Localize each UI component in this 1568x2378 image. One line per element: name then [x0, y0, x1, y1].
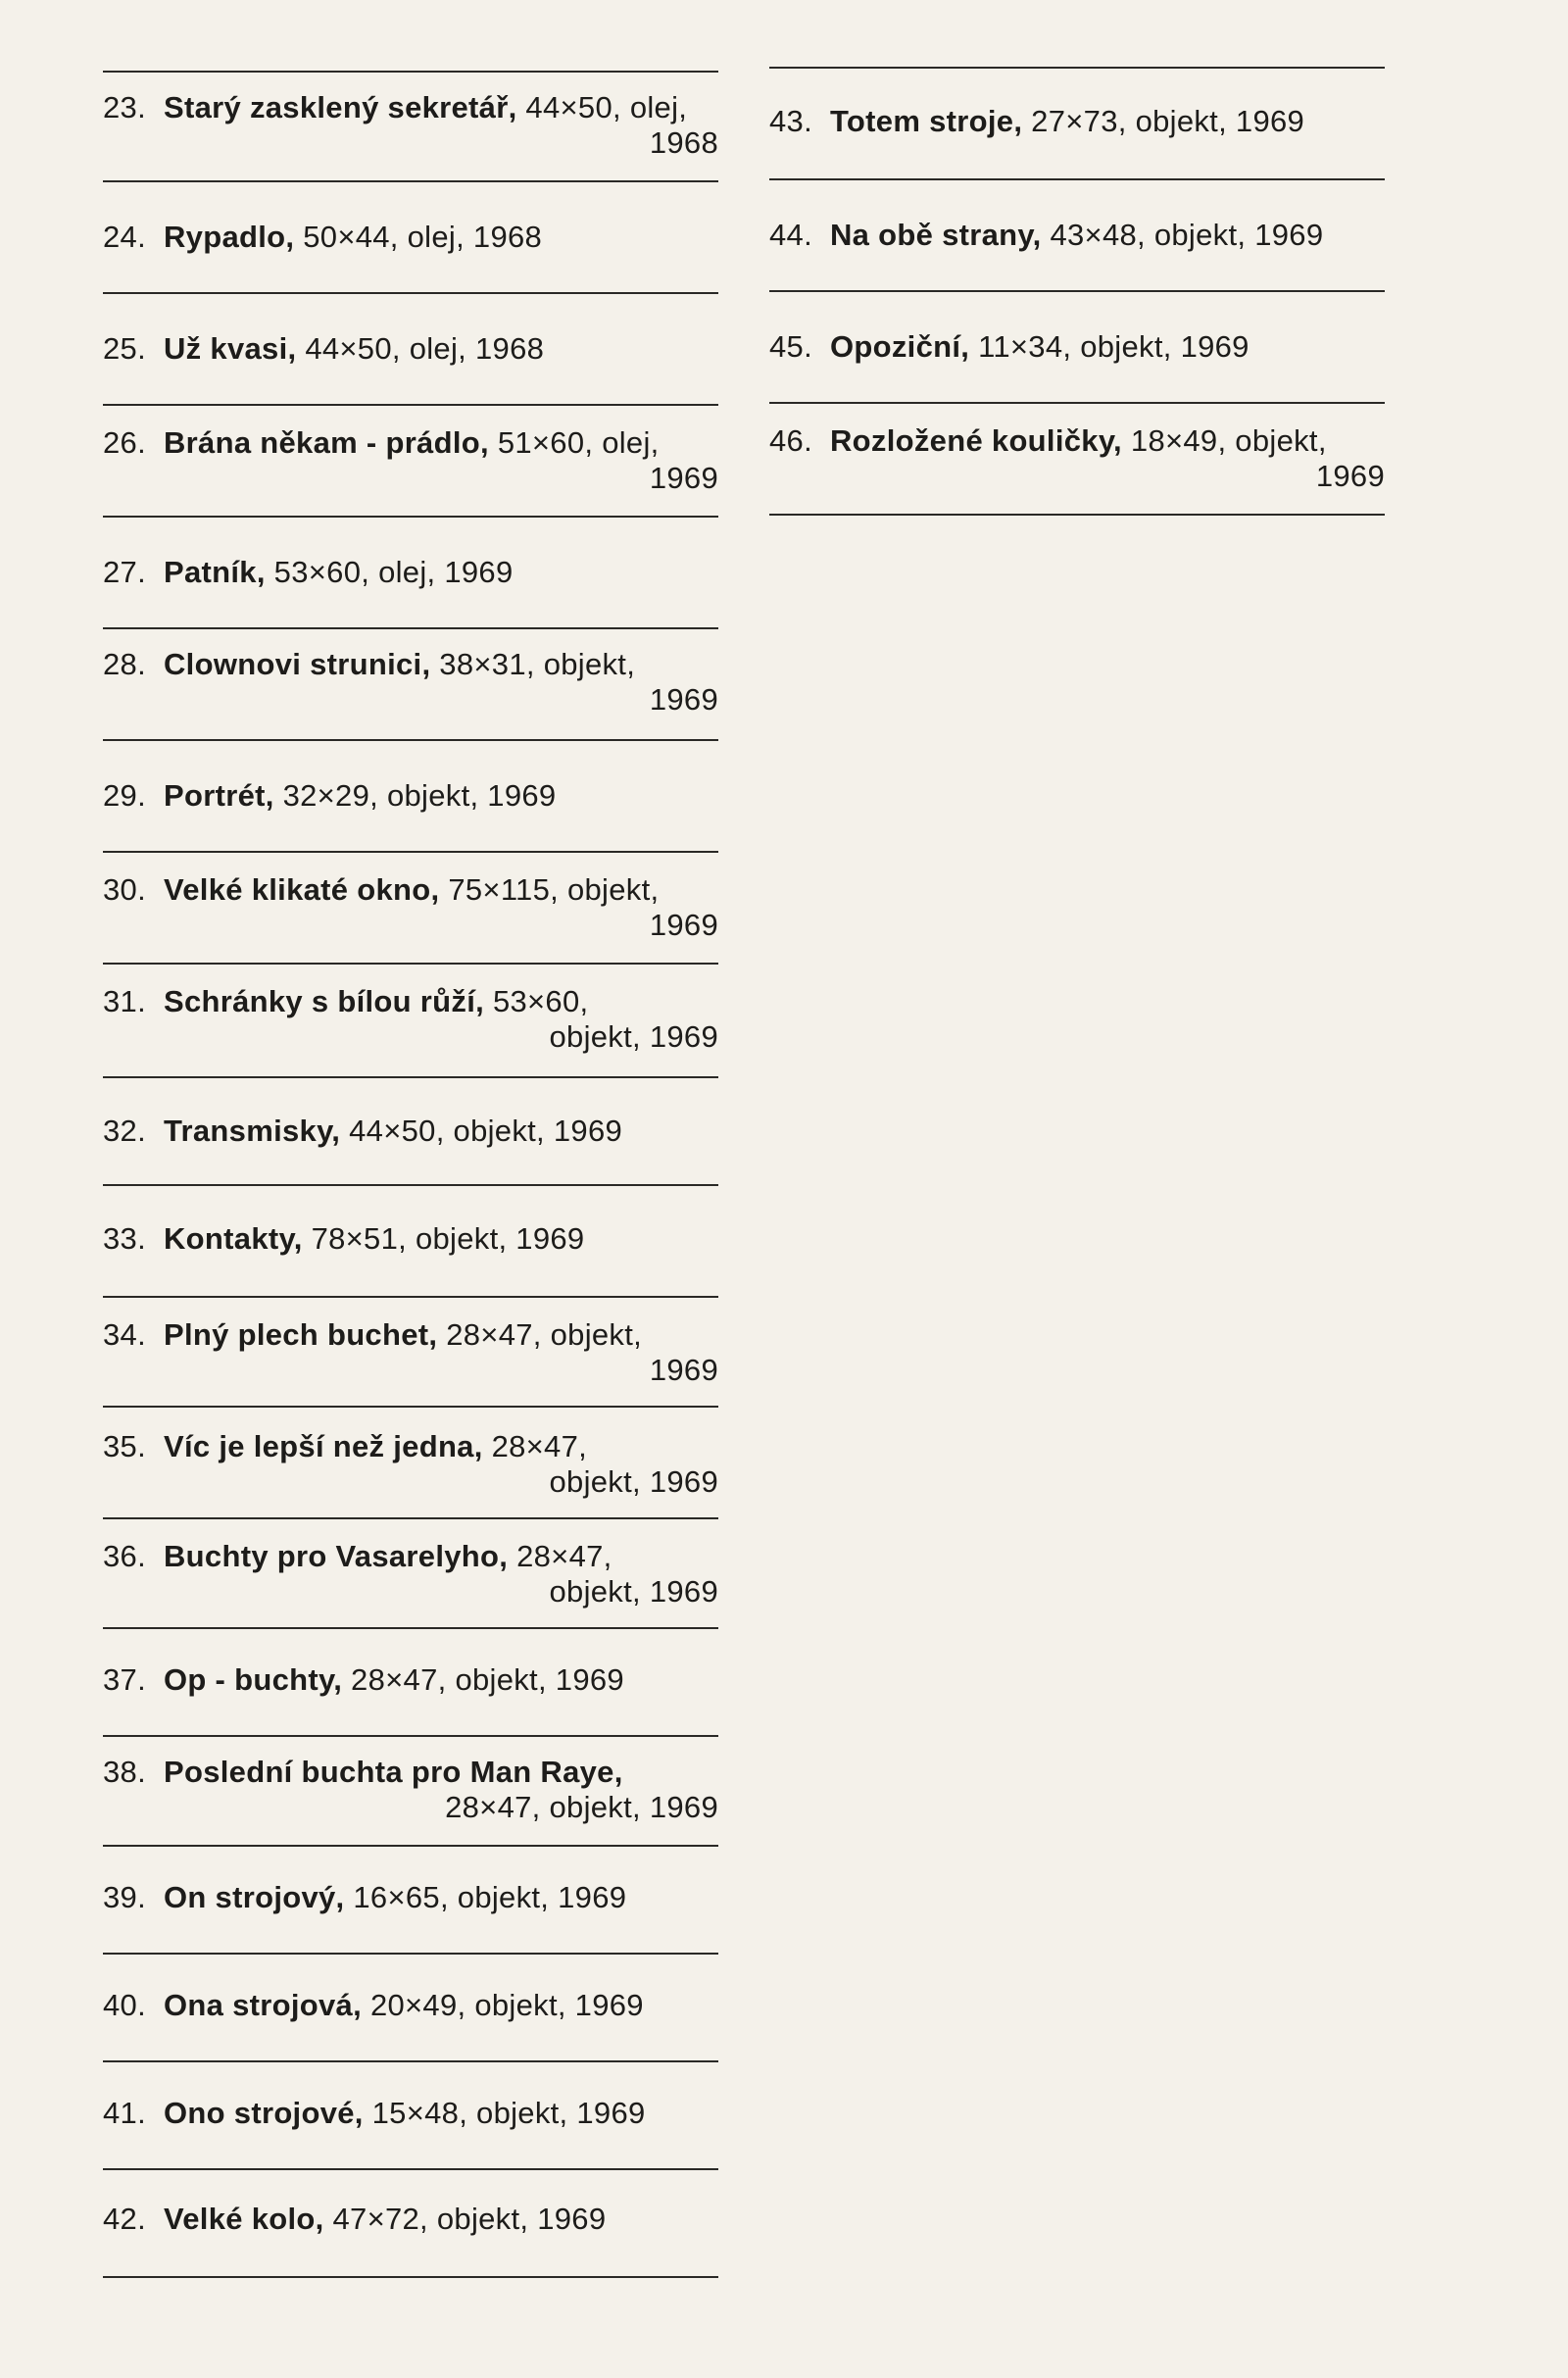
entry-number: 43.: [769, 104, 812, 138]
divider: [103, 404, 718, 406]
entry-title: Ono strojové,: [164, 2096, 364, 2130]
divider: [769, 67, 1385, 69]
divider: [103, 292, 718, 294]
entry-number: 34.: [103, 1317, 146, 1352]
entry-title: Brána někam - prádlo,: [164, 425, 489, 460]
divider: [103, 1735, 718, 1737]
entry-title: Schránky s bílou růží,: [164, 984, 485, 1018]
divider: [103, 851, 718, 853]
entry-title: Ona strojová,: [164, 1988, 363, 2022]
entry-title: Poslední buchta pro Man Raye,: [164, 1755, 623, 1789]
catalogue-entry: [103, 1755, 718, 1825]
entry-number: 25.: [103, 331, 146, 366]
catalogue-entry: [103, 90, 718, 161]
entry-details: 32×29, objekt, 1969: [282, 778, 557, 813]
entry-number: 44.: [769, 218, 812, 252]
entry-details: 28×47, objekt, 1969: [351, 1662, 624, 1697]
entry-details: 50×44, olej, 1968: [303, 220, 543, 254]
catalogue-entry: [103, 425, 718, 496]
entry-details: 44×50, objekt, 1969: [349, 1114, 623, 1148]
divider: [103, 1184, 718, 1186]
entry-title: Rozložené kouličky,: [830, 423, 1122, 458]
catalogue-entry: [103, 1880, 718, 1915]
entry-details: 27×73, objekt, 1969: [1031, 104, 1305, 138]
entry-number: 30.: [103, 872, 146, 907]
entry-number: 28.: [103, 647, 146, 681]
entry-number: 29.: [103, 778, 146, 813]
entry-continuation: 1969: [1315, 459, 1385, 493]
catalogue-entry: [769, 329, 1385, 365]
entry-title: Portrét,: [164, 778, 274, 813]
divider: [103, 2276, 718, 2278]
entry-title: Clownovi strunici,: [164, 647, 431, 681]
entry-title: Už kvasi,: [164, 331, 297, 366]
entry-continuation: 1969: [649, 1353, 718, 1387]
entry-number: 27.: [103, 555, 146, 589]
catalogue-entry: [103, 1429, 718, 1500]
entry-details: 44×50, olej, 1968: [305, 331, 545, 366]
entry-continuation: objekt, 1969: [549, 1574, 718, 1609]
entry-title: On strojový,: [164, 1880, 345, 1914]
entry-number: 35.: [103, 1429, 146, 1463]
divider: [103, 1953, 718, 1955]
entry-number: 24.: [103, 220, 146, 254]
catalogue-entry: [103, 1114, 718, 1149]
divider: [103, 1076, 718, 1078]
catalogue-entry: [769, 218, 1385, 253]
divider: [769, 402, 1385, 404]
entry-details: 44×50, olej,: [525, 90, 688, 124]
catalogue-entry: [103, 1221, 718, 1257]
entry-title: Na obě strany,: [830, 218, 1042, 252]
entry-details: 47×72, objekt, 1969: [332, 2202, 607, 2236]
catalogue-entry: [103, 555, 718, 590]
catalogue-entry: [769, 423, 1385, 494]
entry-number: 41.: [103, 2096, 146, 2130]
entry-details: 16×65, objekt, 1969: [353, 1880, 627, 1914]
entry-continuation: 1969: [649, 461, 718, 495]
entry-title: Opoziční,: [830, 329, 970, 364]
entry-continuation: objekt, 1969: [549, 1019, 718, 1054]
catalogue-entry: [103, 1539, 718, 1610]
entry-title: Starý zasklený sekretář,: [164, 90, 517, 124]
catalogue-entry: [103, 872, 718, 943]
entry-number: 31.: [103, 984, 146, 1018]
divider: [769, 178, 1385, 180]
divider: [103, 963, 718, 965]
entry-title: Totem stroje,: [830, 104, 1023, 138]
entry-title: Op - buchty,: [164, 1662, 343, 1697]
entry-details: 20×49, objekt, 1969: [369, 1988, 644, 2022]
entry-details: 78×51, objekt, 1969: [311, 1221, 585, 1256]
catalogue-entry: [103, 2096, 718, 2131]
entry-title: Transmisky,: [164, 1114, 341, 1148]
divider: [103, 71, 718, 73]
entry-number: 45.: [769, 329, 812, 364]
entry-title: Patník,: [164, 555, 266, 589]
catalogue-entry: [103, 984, 718, 1055]
entry-number: 42.: [103, 2202, 146, 2236]
entry-title: Kontakty,: [164, 1221, 303, 1256]
entry-details: 15×48, objekt, 1969: [371, 2096, 646, 2130]
entry-continuation: objekt, 1969: [549, 1464, 718, 1499]
divider: [103, 1627, 718, 1629]
entry-details: 28×47, objekt,: [446, 1317, 643, 1352]
entry-details: 53×60, olej, 1969: [273, 555, 514, 589]
divider: [103, 627, 718, 629]
entry-number: 23.: [103, 90, 146, 124]
divider: [769, 514, 1385, 516]
entry-number: 37.: [103, 1662, 146, 1697]
catalogue-entry: [103, 1988, 718, 2023]
divider: [103, 180, 718, 182]
entry-title: Velké klikaté okno,: [164, 872, 440, 907]
entry-number: 36.: [103, 1539, 146, 1573]
divider: [103, 739, 718, 741]
entry-details: 18×49, objekt,: [1130, 423, 1327, 458]
entry-details: 28×47,: [491, 1429, 588, 1463]
catalogue-entry: [769, 104, 1385, 139]
entry-continuation: 1968: [649, 125, 718, 160]
entry-details: 28×47,: [516, 1539, 612, 1573]
entry-title: Rypadlo,: [164, 220, 295, 254]
divider: [103, 516, 718, 518]
catalogue-entry: [103, 1662, 718, 1698]
entry-number: 33.: [103, 1221, 146, 1256]
entry-number: 46.: [769, 423, 812, 458]
entry-continuation: 28×47, objekt, 1969: [445, 1790, 718, 1824]
entry-continuation: 1969: [649, 682, 718, 717]
entry-number: 38.: [103, 1755, 146, 1789]
catalogue-entry: [103, 331, 718, 367]
divider: [103, 1296, 718, 1298]
catalogue-entry: [103, 647, 718, 718]
entry-title: Velké kolo,: [164, 2202, 324, 2236]
entry-title: Plný plech buchet,: [164, 1317, 438, 1352]
entry-continuation: 1969: [649, 908, 718, 942]
divider: [103, 1406, 718, 1408]
divider: [103, 1845, 718, 1847]
divider: [103, 1517, 718, 1519]
entry-details: 75×115, objekt,: [448, 872, 660, 907]
catalogue-entry: [103, 220, 718, 255]
divider: [103, 2060, 718, 2062]
entry-number: 40.: [103, 1988, 146, 2022]
entry-number: 32.: [103, 1114, 146, 1148]
entry-details: 51×60, olej,: [497, 425, 660, 460]
catalogue-entry: [103, 2202, 718, 2237]
entry-title: Buchty pro Vasarelyho,: [164, 1539, 509, 1573]
catalogue-entry: [103, 778, 718, 814]
entry-details: 43×48, objekt, 1969: [1050, 218, 1324, 252]
entry-details: 11×34, objekt, 1969: [978, 329, 1250, 364]
entry-number: 39.: [103, 1880, 146, 1914]
entry-number: 26.: [103, 425, 146, 460]
entry-title: Víc je lepší než jedna,: [164, 1429, 483, 1463]
catalogue-entry: [103, 1317, 718, 1388]
entry-details: 38×31, objekt,: [439, 647, 636, 681]
entry-details: 53×60,: [492, 984, 589, 1018]
divider: [769, 290, 1385, 292]
divider: [103, 2168, 718, 2170]
